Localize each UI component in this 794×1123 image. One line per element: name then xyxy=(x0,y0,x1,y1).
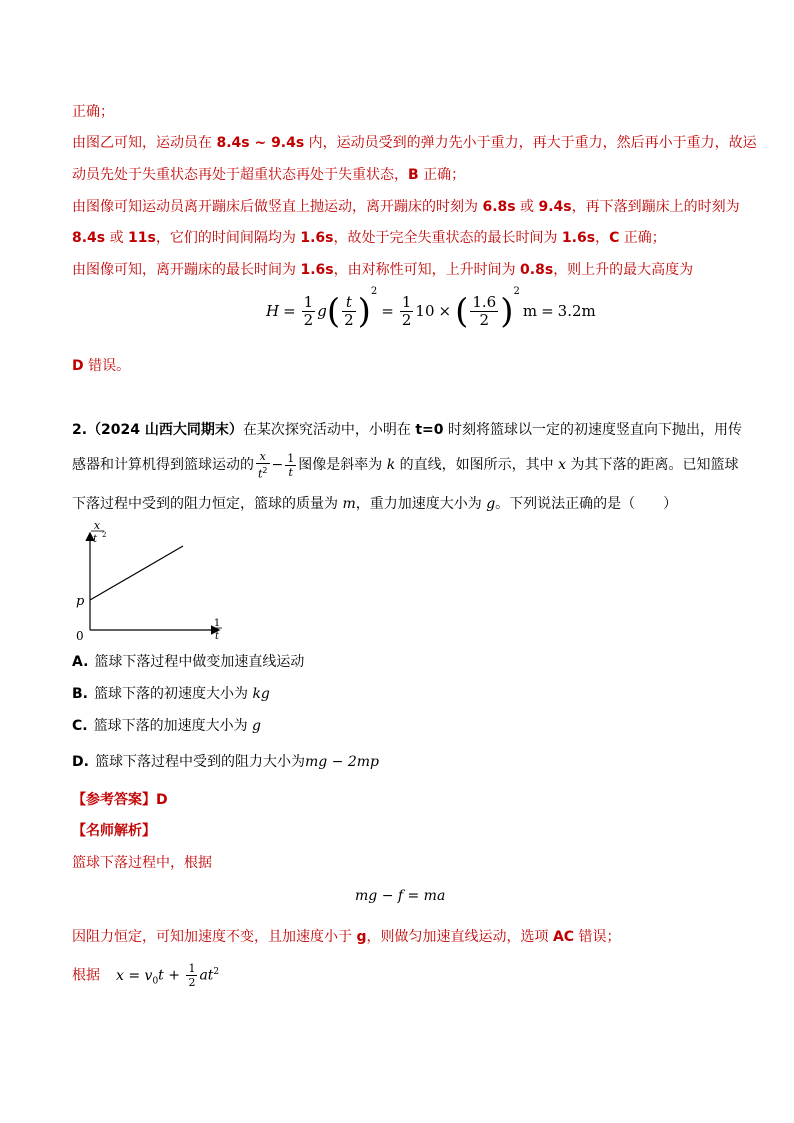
text-line xyxy=(72,927,621,947)
text: t xyxy=(258,467,263,481)
analysis-label xyxy=(72,821,156,841)
fraction: $\frac{x}{t^2}$ xyxy=(258,449,268,481)
question-line xyxy=(72,494,677,514)
text: D xyxy=(72,358,84,374)
fraction xyxy=(400,294,414,329)
text: t xyxy=(288,465,293,479)
option-text: 篮球下落的加速度大小为 xyxy=(93,718,253,734)
text: 1.6s xyxy=(300,262,334,278)
question-number: 2. xyxy=(72,422,88,438)
text: 下落过程中受到的阻力恒定，篮球的质量为 xyxy=(72,496,343,512)
text: 正确； xyxy=(72,104,114,120)
text: ，则上升的最大高度为 xyxy=(553,262,694,278)
fraction xyxy=(342,294,356,329)
text-line xyxy=(72,133,757,153)
text: 2 xyxy=(344,311,354,329)
option-text: 篮球下落过程中做变加速直线运动 xyxy=(94,654,305,670)
text-line xyxy=(72,228,666,248)
math-var: g xyxy=(252,718,262,734)
text: 错误。 xyxy=(83,358,131,374)
text: C xyxy=(609,230,620,246)
text: 错误； xyxy=(574,929,621,945)
line-graph xyxy=(70,520,230,645)
text: 2 xyxy=(479,311,490,329)
text: 3.2m xyxy=(557,302,596,320)
text: x xyxy=(256,450,270,464)
text: 8.4s ~ 9.4s xyxy=(216,135,305,151)
text: 1 xyxy=(287,451,295,465)
option-text: 篮球下落过程中受到的阻力大小为 xyxy=(94,754,305,770)
option-d xyxy=(72,752,379,772)
intercept-label: p xyxy=(76,594,85,609)
text: m xyxy=(522,302,538,320)
text: 时刻将篮球以一定的初速度竖直向下抛出，用传 xyxy=(443,422,742,438)
fraction xyxy=(302,294,316,329)
text: 8.4s xyxy=(72,230,106,246)
fraction: $\frac{1}{2}$ xyxy=(188,962,196,990)
y-axis-label-den: t xyxy=(92,534,98,545)
text: 6.8s xyxy=(482,199,516,215)
text: 图像是斜率为 xyxy=(298,457,387,473)
question-line: 感器和计算机得到篮球运动的 $\frac{x}{t^2}$ − $\frac{1}{t}$ 图像是斜率为 k 的直线，如图所示，其中 x 为其下落的距离。已知篮球 xyxy=(72,449,739,481)
text: ，重力加速度大小为 xyxy=(355,496,487,512)
text-line xyxy=(72,260,693,280)
force-equation xyxy=(355,888,445,904)
text: m xyxy=(342,496,356,512)
text: 10 xyxy=(415,302,435,320)
x-axis-label-num: 1 xyxy=(213,618,221,629)
math-expression: mg − f = ma xyxy=(355,888,446,904)
text: 在某次探究活动中，小明在 xyxy=(242,422,416,438)
text: 1 xyxy=(303,293,314,311)
height-equation: H = $\frac{1}{2}$ g( $\frac{t}{2}$ )$^2$= $\frac{1}{2}$ 10 × ( $\frac{1.6}{2}$ )$^2$m = 3.2m xyxy=(266,286,596,332)
math-var: mg − 2mp xyxy=(304,754,379,770)
text-line xyxy=(72,197,740,217)
text: 或 xyxy=(515,199,539,215)
text-line: 根据 $x = v_0t$ + $\frac{1}{2}$ $at^2$ xyxy=(72,962,220,990)
graph-line xyxy=(90,546,183,600)
fraction xyxy=(285,452,296,479)
math-expression: x = v xyxy=(116,967,153,984)
question-source: （2024 山西大同期末） xyxy=(87,422,243,438)
text: 正确； xyxy=(418,167,466,183)
text: ，它们的时间间隔均为 xyxy=(155,230,301,246)
math-var: g xyxy=(317,302,327,320)
text: 因阻力恒定，可知加速度不变，且加速度小于 xyxy=(72,929,357,945)
text: 正确； xyxy=(619,230,666,246)
text: g xyxy=(356,929,367,945)
text-line xyxy=(72,102,114,122)
math-expression: at xyxy=(199,967,214,984)
math-var: H xyxy=(266,302,280,320)
answer-label: 【参考答案】 xyxy=(72,792,156,808)
math-expression: t + xyxy=(158,967,185,984)
text: ，故处于完全失重状态的最长时间为 xyxy=(333,230,562,246)
fraction xyxy=(470,294,498,329)
option-b xyxy=(72,684,270,704)
text: 由图乙可知，运动员在 xyxy=(72,135,217,151)
x-axis-label-den: t xyxy=(214,631,220,642)
text: x xyxy=(558,457,566,473)
text: 内，运动员受到的弹力先小于重力，再大于重力，然后再小于重力，故运 xyxy=(304,135,757,151)
text: 动员先处于失重状态再处于超重状态再处于失重状态， xyxy=(72,167,408,183)
text: t xyxy=(342,294,356,312)
answer-value: D xyxy=(156,792,168,808)
text: 2 xyxy=(401,311,412,329)
option-a xyxy=(72,652,304,672)
text: 0.8s xyxy=(520,262,554,278)
question-line xyxy=(72,420,742,440)
text: 由图像可知运动员离开蹦床后做竖直上抛运动，离开蹦床的时刻为 xyxy=(72,199,483,215)
y-axis-label-exp: 2 xyxy=(102,531,107,539)
text: t=0 xyxy=(415,422,444,438)
text-line xyxy=(72,165,465,185)
text: 1.6s xyxy=(561,230,596,246)
text: 【名师解析】 xyxy=(72,823,156,839)
text: 篮球下落过程中，根据 xyxy=(72,855,212,871)
option-c xyxy=(72,716,261,736)
text: 为其下落的距离。已知篮球 xyxy=(566,457,739,473)
text-line xyxy=(72,853,212,873)
option-label: A. xyxy=(72,654,89,670)
text: 根据 xyxy=(72,967,100,984)
text: B xyxy=(408,167,419,183)
origin-label: 0 xyxy=(76,629,84,643)
text: 2 xyxy=(370,286,378,297)
text: ，则做匀加速直线运动，选项 xyxy=(366,929,553,945)
answer-line xyxy=(72,790,168,810)
text: ，由对称性可知，上升时间为 xyxy=(333,262,521,278)
text: k xyxy=(386,457,396,473)
text: 11s xyxy=(128,230,156,246)
text-line xyxy=(72,356,130,376)
text: 0 xyxy=(152,976,159,987)
text: 感器和计算机得到篮球运动的 xyxy=(72,457,254,473)
y-axis-label-num: x xyxy=(93,520,101,532)
text: 1.6 xyxy=(472,293,497,311)
option-label: B. xyxy=(72,686,88,702)
text: 9.4s xyxy=(538,199,572,215)
text: 2 xyxy=(513,286,520,297)
text: 或 xyxy=(105,230,129,246)
text: ， xyxy=(595,230,610,246)
option-label: C. xyxy=(72,718,88,734)
option-label: D. xyxy=(72,754,89,770)
text: 由图像可知，离开蹦床的最长时间为 xyxy=(72,262,301,278)
text: 1.6s xyxy=(300,230,334,246)
text: AC xyxy=(552,929,575,945)
text: g xyxy=(486,496,496,512)
text: 。下列说法正确的是（ ） xyxy=(495,496,678,512)
text: 2 xyxy=(303,311,314,329)
text: 的直线，如图所示，其中 xyxy=(395,457,559,473)
text: ，再下落到蹦床上的时刻为 xyxy=(571,199,740,215)
option-text: 篮球下落的初速度大小为 xyxy=(94,686,253,702)
text: 1 xyxy=(401,293,412,311)
math-var: kg xyxy=(252,686,270,702)
